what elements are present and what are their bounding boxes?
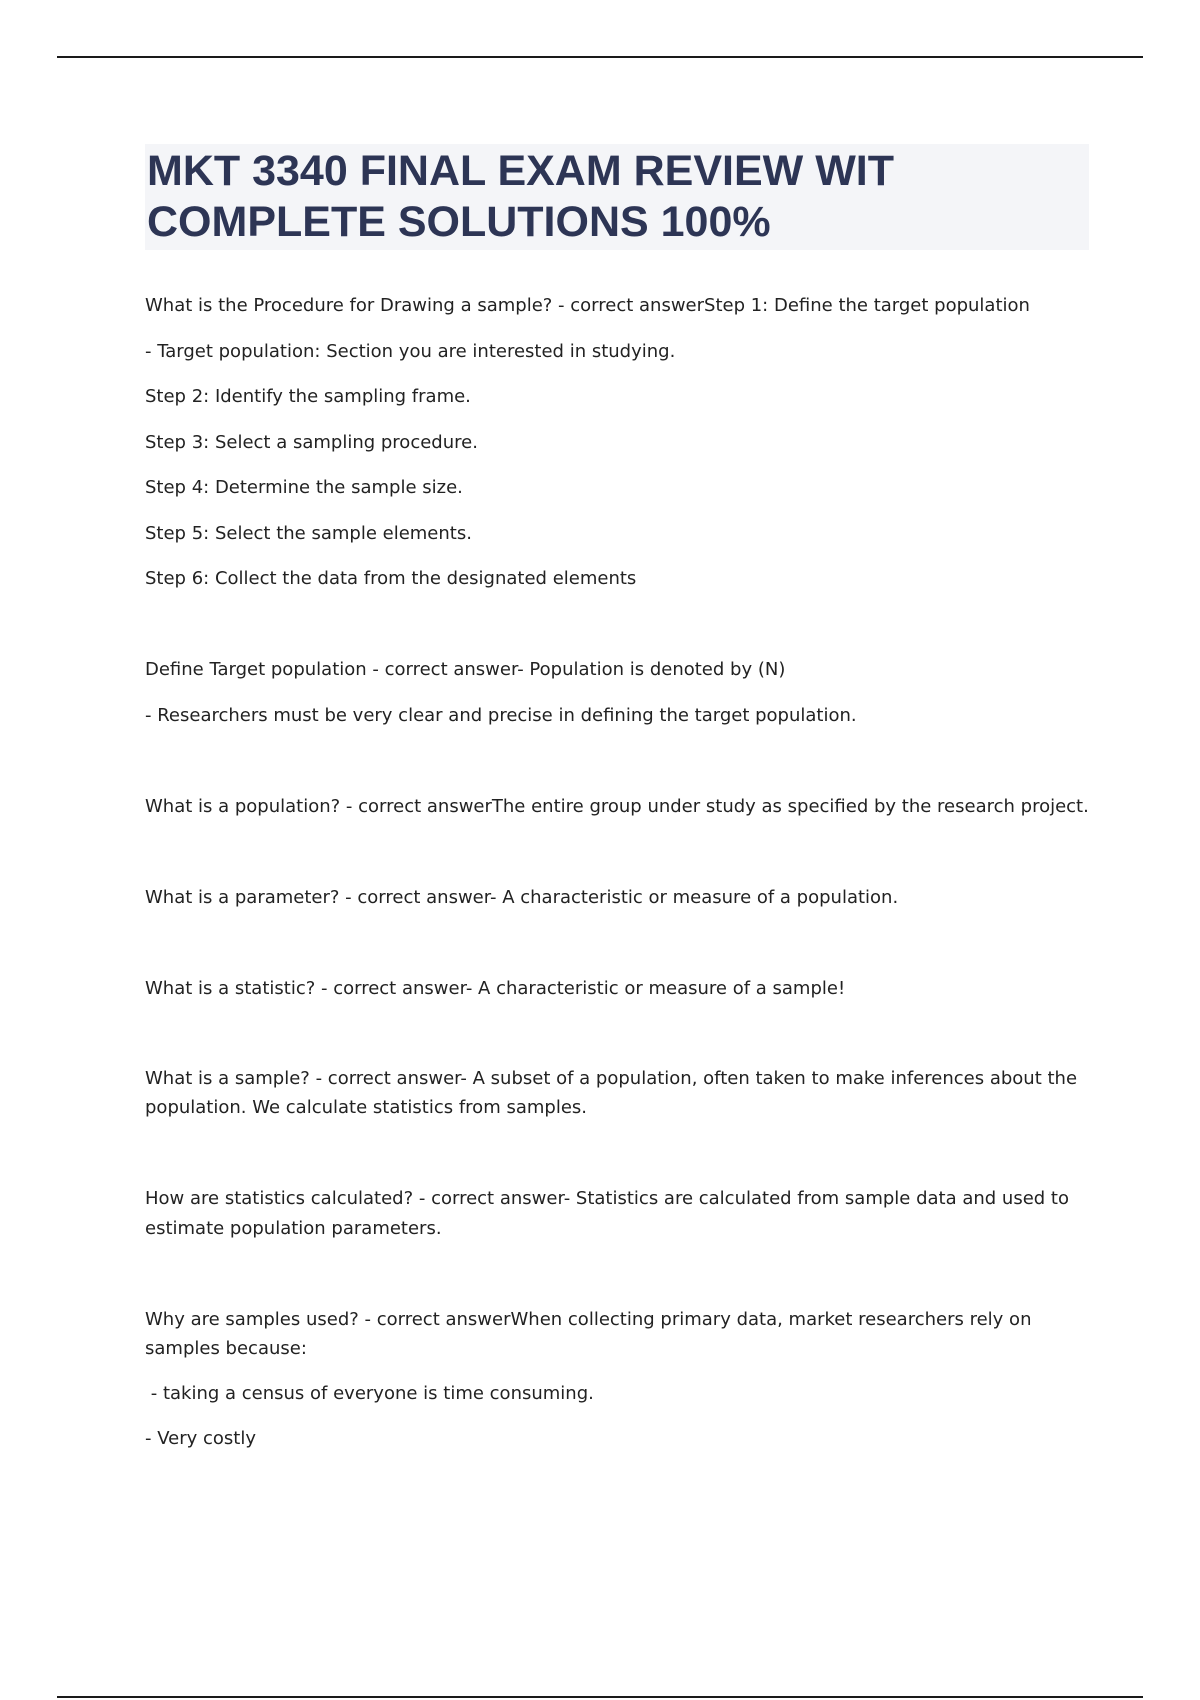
qa-7-line-2: estimate population parameters. bbox=[145, 1218, 442, 1239]
qa-5-line-1: What is a statistic? - correct answer- A characteristic or measure of a sample! bbox=[145, 978, 846, 999]
qa-1-line-7: Step 6: Collect the data from the designated elements bbox=[145, 568, 637, 589]
document-title bbox=[145, 144, 1089, 248]
qa-6-line-1: What is a sample? - correct answer- A subset of a population, often taken to make inferences about the bbox=[145, 1068, 1078, 1089]
title-line-1: MKT 3340 FINAL EXAM REVIEW WIT bbox=[147, 147, 894, 195]
qa-6-line-2: population. We calculate statistics from samples. bbox=[145, 1097, 587, 1118]
qa-2-line-1: Define Target population - correct answer- Population is denoted by (N) bbox=[145, 659, 786, 680]
qa-1-line-4: Step 3: Select a sampling procedure. bbox=[145, 432, 478, 453]
title-line-2: COMPLETE SOLUTIONS 100% bbox=[147, 198, 771, 246]
qa-8-line-2: samples because: bbox=[145, 1338, 307, 1359]
qa-1-line-3: Step 2: Identify the sampling frame. bbox=[145, 386, 471, 407]
qa-1-line-6: Step 5: Select the sample elements. bbox=[145, 523, 472, 544]
qa-8-line-3: - taking a census of everyone is time consuming. bbox=[145, 1383, 594, 1404]
title-banner bbox=[145, 144, 1089, 250]
qa-4-line-1: What is a parameter? - correct answer- A characteristic or measure of a population. bbox=[145, 887, 899, 908]
qa-3-line-1: What is a population? - correct answerThe entire group under study as specified by the research project. bbox=[145, 796, 1089, 817]
qa-1-line-1: What is the Procedure for Drawing a sample? - correct answerStep 1: Define the target population bbox=[145, 295, 1030, 316]
qa-1-line-2: - Target population: Section you are interested in studying. bbox=[145, 341, 676, 362]
top-rule bbox=[57, 56, 1143, 58]
qa-7-line-1: How are statistics calculated? - correct answer- Statistics are calculated from sample data and used to bbox=[145, 1188, 1070, 1209]
qa-2-line-2: - Researchers must be very clear and precise in defining the target population. bbox=[145, 705, 857, 726]
bottom-rule bbox=[57, 1696, 1143, 1698]
qa-8-line-4: - Very costly bbox=[145, 1428, 256, 1449]
qa-1-line-5: Step 4: Determine the sample size. bbox=[145, 477, 463, 498]
qa-8-line-1: Why are samples used? - correct answerWhen collecting primary data, market researchers rely on bbox=[145, 1309, 1032, 1330]
